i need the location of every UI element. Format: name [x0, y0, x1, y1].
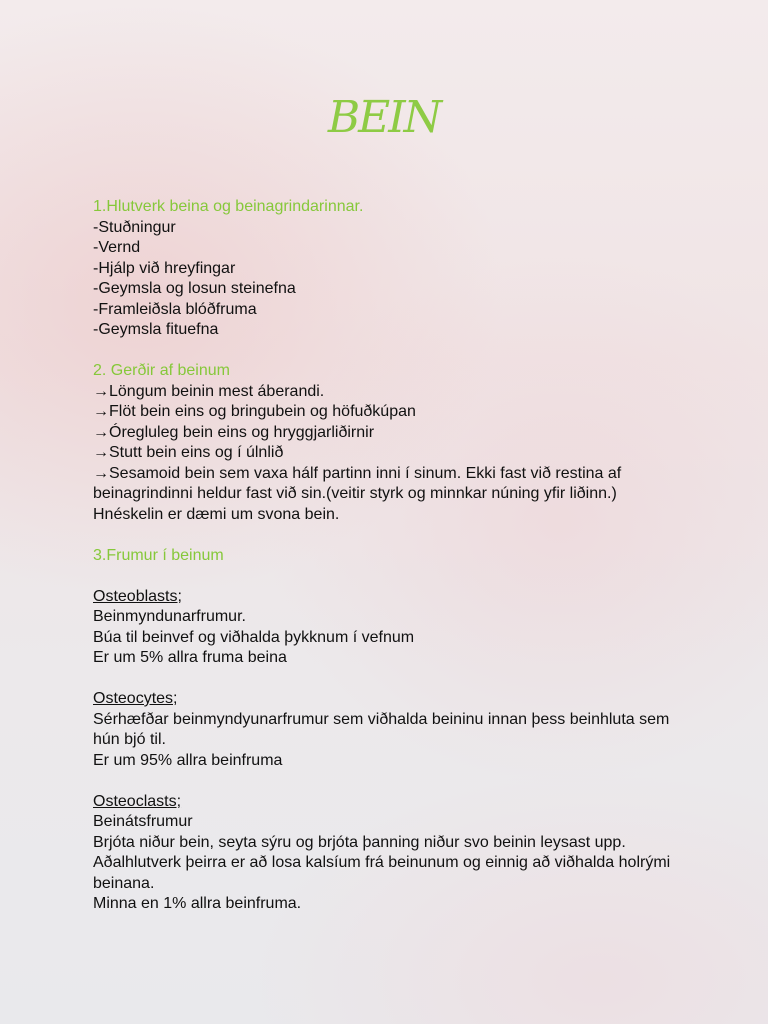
page-title: BEIN [327, 92, 441, 143]
list-item: -Geymsla fituefna [93, 321, 219, 338]
spacer [93, 669, 683, 690]
section-1-heading: 1.Hlutverk beina og beinagrindarinnar. [93, 198, 364, 215]
list-item: -Hjálp við hreyfingar [93, 259, 236, 277]
paragraph-line: Aðalhlutverk þeirra er að losa kalsíum frá beinunum og einnig að viðhalda holrými beinana. [93, 854, 675, 892]
spacer [93, 566, 683, 587]
list-item: -Vernd [93, 239, 141, 256]
list-item: →Löngum beinin mest áberandi. [93, 382, 325, 400]
paragraph-line: Beinmyndunarfrumur. [93, 608, 246, 625]
list-item: -Stuðningur [93, 218, 176, 236]
osteoclasts-heading: Osteoclasts; [93, 792, 182, 810]
paragraph-line: Sérhæfðar beinmyndyunarfrumur sem viðhalda beininu innan þess beinhluta sem hún bjó til. [93, 710, 674, 748]
paragraph-line: Er um 95% allra beinfruma [93, 751, 283, 769]
document-body [93, 197, 683, 915]
section-2-heading: 2. Gerðir af beinum [93, 362, 230, 379]
list-item: →Flöt bein eins og bringubein og höfuðkúpan [93, 403, 416, 420]
paragraph-line: Búa til beinvef og viðhalda þykknum í vefnum [93, 628, 415, 646]
section-3-heading: 3.Frumur í beinum [93, 546, 224, 564]
paragraph-line: Minna en 1% allra beinfruma. [93, 895, 302, 912]
list-item: →Stutt bein eins og í úlnlið [93, 444, 284, 461]
spacer [93, 525, 683, 546]
list-item: →Sesamoid bein sem vaxa hálf partinn inni í sinum. Ekki fast við restina af beinagrindinni heldur fast við sin.(veitir styrk og minnkar núning yfir liðinn.) Hnéskelin er dæmi um svona bein. [93, 464, 626, 523]
osteoblasts-heading: Osteoblasts; [93, 587, 182, 605]
paragraph-line: Brjóta niður bein, seyta sýru og brjóta þanning niður svo beinin leysast upp. [93, 833, 626, 851]
spacer [93, 341, 683, 362]
paragraph-line: Beinátsfrumur [93, 813, 193, 830]
list-item: -Geymsla og losun steinefna [93, 280, 296, 297]
osteocytes-heading: Osteocytes; [93, 690, 178, 707]
list-item: →Óregluleg bein eins og hryggjarliðirnir [93, 423, 375, 441]
spacer [93, 771, 683, 792]
list-item: -Framleiðsla blóðfruma [93, 300, 257, 318]
paragraph-line: Er um 5% allra fruma beina [93, 649, 287, 666]
